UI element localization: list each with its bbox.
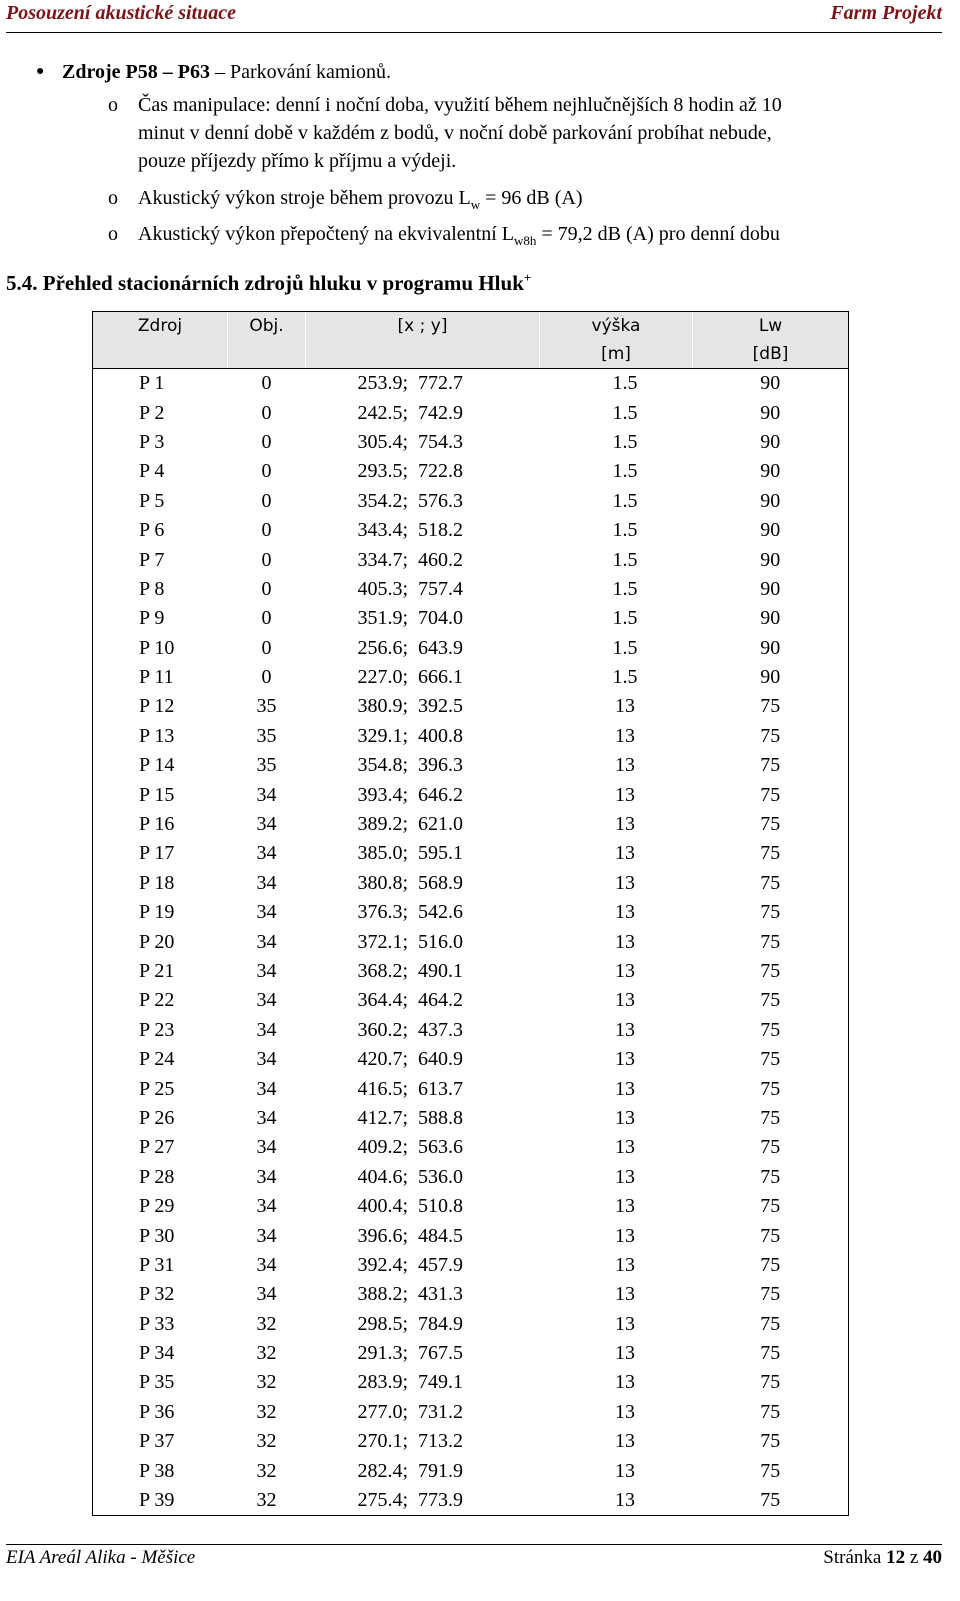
source-id-cell: P 29 <box>93 1192 228 1221</box>
source-id-cell: P 22 <box>93 986 228 1015</box>
sound-level-cell: 75 <box>693 1280 849 1309</box>
coordinates-cell: 242.5; 742.9 <box>357 401 464 424</box>
table-row <box>93 1456 849 1485</box>
column-unit: [m] <box>540 340 693 369</box>
sound-level-cell: 90 <box>693 575 849 604</box>
height-cell: 13 <box>615 695 635 718</box>
object-cell: 34 <box>256 930 277 953</box>
object-cell: 34 <box>256 1136 277 1159</box>
source-id-cell: P 8 <box>93 575 228 604</box>
column-header: výška <box>540 312 693 341</box>
source-id-cell: P 33 <box>93 1310 228 1339</box>
height-cell: 1.5 <box>612 430 638 453</box>
coordinates-cell: 227.0; 666.1 <box>357 666 464 689</box>
table-row <box>93 869 849 898</box>
sound-level-cell: 75 <box>693 1456 849 1485</box>
sound-level-cell: 90 <box>693 487 849 516</box>
height-cell: 13 <box>615 1136 635 1159</box>
object-cell: 34 <box>256 1165 277 1188</box>
bullet-title-rest: – Parkování kamionů. <box>209 61 392 83</box>
source-id-cell: P 25 <box>93 1074 228 1103</box>
sound-level-cell: 75 <box>693 1016 849 1045</box>
height-cell: 1.5 <box>612 548 638 571</box>
source-id-cell: P 28 <box>93 1163 228 1192</box>
height-cell: 13 <box>615 1224 635 1247</box>
table-row <box>93 663 849 692</box>
object-cell: 32 <box>256 1342 277 1365</box>
column-unit <box>306 340 540 369</box>
source-id-cell: P 12 <box>93 692 228 721</box>
height-cell: 1.5 <box>612 401 638 424</box>
sound-level-cell: 75 <box>693 1339 849 1368</box>
source-id-cell: P 2 <box>93 398 228 427</box>
coordinates-cell: 334.7; 460.2 <box>357 548 464 571</box>
height-cell: 1.5 <box>612 636 638 659</box>
table-row <box>93 1045 849 1074</box>
coordinates-cell: 392.4; 457.9 <box>357 1253 464 1276</box>
sub-bullet-line: minut v denní době v každém z bodů, v noční době parkování probíhat nebude, <box>138 122 772 144</box>
header-document-title: Posouzení akustické situace <box>6 2 237 24</box>
coordinates-cell: 277.0; 731.2 <box>357 1400 464 1423</box>
table-row <box>93 487 849 516</box>
source-id-cell: P 11 <box>93 663 228 692</box>
object-cell: 34 <box>256 1048 277 1071</box>
sound-level-cell: 75 <box>693 898 849 927</box>
object-cell: 32 <box>228 1486 306 1516</box>
height-cell: 1.5 <box>612 519 638 542</box>
table-row <box>93 1016 849 1045</box>
coordinates-cell: 354.8; 396.3 <box>357 754 464 777</box>
sound-level-cell: 75 <box>693 810 849 839</box>
height-cell: 13 <box>615 989 635 1012</box>
subscript: w <box>470 197 481 212</box>
coordinates-cell: 360.2; 437.3 <box>357 1018 464 1041</box>
height-cell: 13 <box>615 1165 635 1188</box>
column-unit <box>228 340 306 369</box>
coordinates-cell: 376.3; 542.6 <box>357 901 464 924</box>
sound-level-cell: 90 <box>693 516 849 545</box>
table-row <box>93 1163 849 1192</box>
object-cell: 34 <box>256 1195 277 1218</box>
object-cell: 32 <box>256 1371 277 1394</box>
table-row <box>93 1280 849 1309</box>
sound-level-cell: 75 <box>693 957 849 986</box>
sound-level-cell: 90 <box>693 634 849 663</box>
sound-level-cell: 75 <box>693 751 849 780</box>
height-cell: 13 <box>615 813 635 836</box>
coordinates-cell: 291.3; 767.5 <box>357 1342 464 1365</box>
height-cell: 13 <box>540 1486 693 1516</box>
sound-level-cell: 75 <box>693 780 849 809</box>
noise-sources-table <box>92 311 849 1516</box>
sound-level-cell: 75 <box>693 1368 849 1397</box>
coordinates-cell: 253.9; 772.7 <box>357 372 464 395</box>
page-header <box>6 0 942 33</box>
coordinates-cell: 275.4; 773.9 <box>306 1486 540 1516</box>
coordinates-cell: 416.5; 613.7 <box>357 1077 464 1100</box>
table-row <box>93 898 849 927</box>
coordinates-cell: 305.4; 754.3 <box>357 430 464 453</box>
table-row <box>93 1427 849 1456</box>
height-cell: 1.5 <box>612 666 638 689</box>
sound-level-cell: 75 <box>693 692 849 721</box>
table-row <box>93 545 849 574</box>
sound-level-cell: 75 <box>693 1251 849 1280</box>
section-title-sup: + <box>523 270 532 285</box>
header-company-name: Farm Projekt <box>830 2 942 24</box>
section-title: 5.4. Přehled stacionárních zdrojů hluku v programu Hluk <box>6 271 524 295</box>
source-id-cell: P 9 <box>93 604 228 633</box>
sound-level-cell: 90 <box>693 663 849 692</box>
height-cell: 13 <box>615 1195 635 1218</box>
table-row <box>93 1310 849 1339</box>
object-cell: 34 <box>256 1077 277 1100</box>
source-id-cell: P 36 <box>93 1398 228 1427</box>
height-cell: 13 <box>615 1106 635 1129</box>
sound-level-cell: 75 <box>693 1104 849 1133</box>
table-row <box>93 1221 849 1250</box>
coordinates-cell: 354.2; 576.3 <box>357 489 464 512</box>
coordinates-cell: 372.1; 516.0 <box>357 930 464 953</box>
height-cell: 1.5 <box>612 607 638 630</box>
table-body <box>93 369 849 1516</box>
source-id-cell: P 31 <box>93 1251 228 1280</box>
sound-level-cell: 75 <box>693 869 849 898</box>
object-cell: 34 <box>256 871 277 894</box>
source-id-cell: P 23 <box>93 1016 228 1045</box>
column-unit <box>93 340 228 369</box>
coordinates-cell: 380.8; 568.9 <box>357 871 464 894</box>
object-cell: 0 <box>261 430 272 453</box>
table-row <box>93 1398 849 1427</box>
object-cell: 35 <box>256 724 277 747</box>
height-cell: 13 <box>615 930 635 953</box>
sound-level-cell: 75 <box>693 1486 849 1516</box>
height-cell: 1.5 <box>612 460 638 483</box>
sound-level-cell: 90 <box>693 398 849 427</box>
total-pages: 40 <box>923 1547 942 1568</box>
sub-bullet-text <box>138 220 938 248</box>
height-cell: 1.5 <box>612 489 638 512</box>
source-id-cell: P 34 <box>93 1339 228 1368</box>
coordinates-cell: 298.5; 784.9 <box>357 1312 464 1335</box>
table-row <box>93 957 849 986</box>
coordinates-cell: 409.2; 563.6 <box>357 1136 464 1159</box>
table-row <box>93 780 849 809</box>
equivalent-power-label: Akustický výkon přepočtený na ekvivalentní L <box>138 223 515 245</box>
object-cell: 35 <box>256 695 277 718</box>
source-id-cell: P 1 <box>93 369 228 399</box>
height-cell: 13 <box>615 901 635 924</box>
coordinates-cell: 405.3; 757.4 <box>357 577 464 600</box>
source-id-cell: P 27 <box>93 1133 228 1162</box>
table-row <box>93 1192 849 1221</box>
coordinates-cell: 393.4; 646.2 <box>357 783 464 806</box>
sound-level-cell: 75 <box>693 1045 849 1074</box>
sound-level-cell: 75 <box>693 986 849 1015</box>
sound-level-cell: 75 <box>693 722 849 751</box>
source-id-cell: P 24 <box>93 1045 228 1074</box>
coordinates-cell: 343.4; 518.2 <box>357 519 464 542</box>
height-cell: 13 <box>615 754 635 777</box>
height-cell: 1.5 <box>612 577 638 600</box>
page-footer <box>6 1544 942 1568</box>
table-row <box>93 751 849 780</box>
height-cell: 13 <box>615 783 635 806</box>
height-cell: 13 <box>615 1342 635 1365</box>
sound-level-cell: 75 <box>693 1074 849 1103</box>
coordinates-cell: 270.1; 713.2 <box>357 1430 464 1453</box>
source-id-cell: P 13 <box>93 722 228 751</box>
table-row <box>93 1133 849 1162</box>
height-cell: 13 <box>615 960 635 982</box>
sound-level-cell: 75 <box>693 1398 849 1427</box>
sub-bullet-marker: o <box>108 187 118 209</box>
object-cell: 0 <box>261 607 272 630</box>
object-cell: 0 <box>261 577 272 600</box>
column-header: Lw <box>693 312 849 341</box>
coordinates-cell: 368.2; 490.1 <box>357 960 464 982</box>
object-cell: 32 <box>256 1400 277 1423</box>
source-id-cell: P 15 <box>93 780 228 809</box>
object-cell: 35 <box>256 754 277 777</box>
object-cell: 34 <box>256 1283 277 1306</box>
coordinates-cell: 420.7; 640.9 <box>357 1048 464 1071</box>
table-header-row <box>93 312 849 341</box>
sound-level-cell: 90 <box>693 545 849 574</box>
page-number <box>823 1547 942 1569</box>
height-cell: 13 <box>615 1400 635 1423</box>
coordinates-cell: 329.1; 400.8 <box>357 724 464 747</box>
table-row <box>93 1339 849 1368</box>
source-id-cell: P 37 <box>93 1427 228 1456</box>
height-cell: 1.5 <box>612 372 638 395</box>
object-cell: 32 <box>256 1459 277 1482</box>
height-cell: 13 <box>615 1253 635 1276</box>
table-row <box>93 634 849 663</box>
object-cell: 34 <box>256 989 277 1012</box>
equivalent-power-value: = 79,2 dB (A) pro denní dobu <box>536 223 780 245</box>
column-unit: [dB] <box>693 340 849 369</box>
object-cell: 34 <box>256 1106 277 1129</box>
table-row <box>93 1251 849 1280</box>
coordinates-cell: 293.5; 722.8 <box>357 460 464 483</box>
sound-level-cell: 75 <box>693 839 849 868</box>
height-cell: 13 <box>615 1312 635 1335</box>
sound-level-cell: 90 <box>693 428 849 457</box>
table-row <box>93 516 849 545</box>
source-id-cell: P 30 <box>93 1221 228 1250</box>
object-cell: 32 <box>256 1430 277 1453</box>
coordinates-cell: 388.2; 431.3 <box>357 1283 464 1306</box>
object-cell: 0 <box>261 401 272 424</box>
sound-level-cell: 90 <box>693 604 849 633</box>
source-id-cell: P 7 <box>93 545 228 574</box>
sub-bullet-text <box>138 91 938 175</box>
source-id-cell: P 35 <box>93 1368 228 1397</box>
object-cell: 0 <box>261 636 272 659</box>
table-row <box>93 927 849 956</box>
bullet-item <box>0 58 960 86</box>
table-row <box>93 1104 849 1133</box>
height-cell: 13 <box>615 1048 635 1071</box>
object-cell: 34 <box>256 783 277 806</box>
object-cell: 34 <box>256 1253 277 1276</box>
table-row <box>93 369 849 399</box>
coordinates-cell: 256.6; 643.9 <box>357 636 464 659</box>
coordinates-cell: 404.6; 536.0 <box>357 1165 464 1188</box>
sound-level-cell: 75 <box>693 1427 849 1456</box>
source-id-cell: P 26 <box>93 1104 228 1133</box>
coordinates-cell: 412.7; 588.8 <box>357 1106 464 1129</box>
sound-level-cell: 75 <box>693 1163 849 1192</box>
sound-level-cell: 75 <box>693 1192 849 1221</box>
sound-power-label: Akustický výkon stroje během provozu L <box>138 187 471 209</box>
source-id-cell: P 20 <box>93 927 228 956</box>
source-id-cell: P 17 <box>93 839 228 868</box>
bullet-text <box>62 58 391 86</box>
coordinates-cell: 400.4; 510.8 <box>357 1195 464 1218</box>
object-cell: 34 <box>256 813 277 836</box>
sound-level-cell: 75 <box>693 927 849 956</box>
source-id-cell: P 6 <box>93 516 228 545</box>
sub-bullet-text <box>138 184 938 212</box>
height-cell: 13 <box>615 1077 635 1100</box>
coordinates-cell: 389.2; 621.0 <box>357 813 464 836</box>
source-id-cell: P 21 <box>93 957 228 986</box>
sound-level-cell: 75 <box>693 1310 849 1339</box>
height-cell: 13 <box>615 1018 635 1041</box>
sub-bullet-line: Čas manipulace: denní i noční doba, využití během nejhlučnějších 8 hodin až 10 <box>138 94 782 116</box>
table-row <box>93 839 849 868</box>
coordinates-cell: 396.6; 484.5 <box>357 1224 464 1247</box>
source-id-cell: P 32 <box>93 1280 228 1309</box>
table-row <box>93 604 849 633</box>
table-row <box>93 1368 849 1397</box>
height-cell: 13 <box>615 842 635 865</box>
column-header: [x ; y] <box>306 312 540 341</box>
coordinates-cell: 282.4; 791.9 <box>357 1459 464 1482</box>
height-cell: 13 <box>615 724 635 747</box>
table-row <box>93 575 849 604</box>
object-cell: 34 <box>256 842 277 865</box>
object-cell: 0 <box>261 460 272 483</box>
height-cell: 13 <box>615 1283 635 1306</box>
current-page: 12 <box>886 1547 906 1568</box>
sound-level-cell: 75 <box>693 1221 849 1250</box>
height-cell: 13 <box>615 871 635 894</box>
source-id-cell: P 14 <box>93 751 228 780</box>
object-cell: 0 <box>261 666 272 689</box>
object-cell: 0 <box>261 372 272 395</box>
coordinates-cell: 364.4; 464.2 <box>357 989 464 1012</box>
column-header: Obj. <box>228 312 306 341</box>
source-id-cell: P 4 <box>93 457 228 486</box>
coordinates-cell: 351.9; 704.0 <box>357 607 464 630</box>
sound-level-cell: 75 <box>693 1133 849 1162</box>
table-row <box>93 428 849 457</box>
object-cell: 0 <box>261 519 272 542</box>
subscript: w8h <box>514 233 537 248</box>
table-row <box>93 1074 849 1103</box>
table-row <box>93 1486 849 1516</box>
table-row <box>93 457 849 486</box>
source-id-cell: P 38 <box>93 1456 228 1485</box>
source-id-cell: P 19 <box>93 898 228 927</box>
table-row <box>93 722 849 751</box>
height-cell: 13 <box>615 1371 635 1394</box>
object-cell: 34 <box>256 1224 277 1247</box>
sub-bullet-marker: o <box>108 94 118 116</box>
sub-bullet-line: pouze příjezdy přímo k příjmu a výdeji. <box>138 150 457 172</box>
height-cell: 13 <box>615 1430 635 1453</box>
coordinates-cell: 380.9; 392.5 <box>357 695 464 718</box>
table-row <box>93 986 849 1015</box>
sound-level-cell: 90 <box>693 369 849 399</box>
footer-project-name: EIA Areál Alika - Měšice <box>6 1547 196 1568</box>
source-id-cell: P 3 <box>93 428 228 457</box>
source-id-cell: P 18 <box>93 869 228 898</box>
sound-power-value: = 96 dB (A) <box>480 187 583 209</box>
column-header: Zdroj <box>93 312 228 341</box>
object-cell: 32 <box>256 1312 277 1335</box>
table-units-row <box>93 340 849 369</box>
section-heading <box>6 270 531 296</box>
sound-level-cell: 90 <box>693 457 849 486</box>
source-id-cell: P 5 <box>93 487 228 516</box>
coordinates-cell: 385.0; 595.1 <box>357 842 464 865</box>
source-id-cell: P 16 <box>93 810 228 839</box>
object-cell: 34 <box>256 901 277 924</box>
table-row <box>93 692 849 721</box>
object-cell: 34 <box>256 1018 277 1041</box>
table-row <box>93 398 849 427</box>
height-cell: 13 <box>615 1459 635 1482</box>
table-row <box>93 810 849 839</box>
object-cell: 34 <box>256 960 277 982</box>
source-id-cell: P 39 <box>93 1486 228 1516</box>
page-label: Stránka <box>823 1547 887 1568</box>
sub-bullet-marker: o <box>108 223 118 245</box>
source-id-cell: P 10 <box>93 634 228 663</box>
bullet-icon: ● <box>36 64 45 79</box>
object-cell: 0 <box>261 548 272 571</box>
bullet-title: Zdroje P58 – P63 <box>62 61 210 83</box>
object-cell: 0 <box>261 489 272 512</box>
page-of: z <box>905 1547 923 1568</box>
coordinates-cell: 283.9; 749.1 <box>357 1371 464 1394</box>
